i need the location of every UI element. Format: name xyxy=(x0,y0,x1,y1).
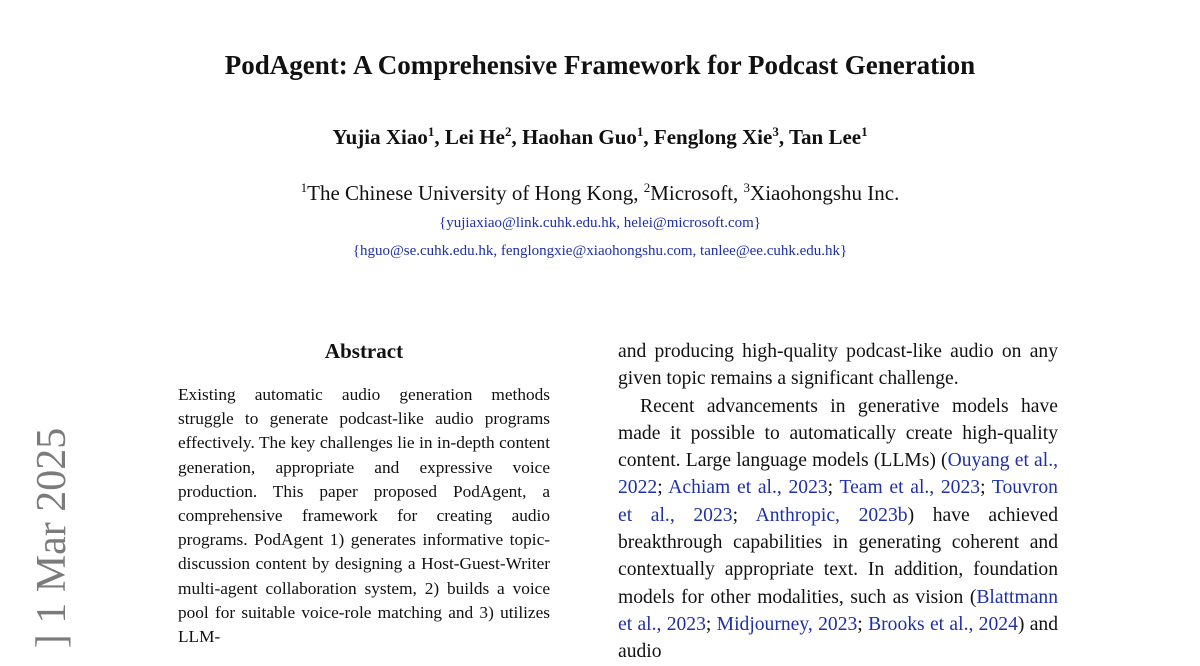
intro-paragraph-2 xyxy=(618,393,1058,666)
email-link-group-1[interactable]: {yujiaxiao@link.cuhk.edu.hk, helei@microsoft.com} xyxy=(439,215,761,231)
citation-link[interactable]: Midjourney, 2023 xyxy=(716,613,858,635)
affiliation-separator: , xyxy=(733,181,744,205)
author-affiliation-mark: 1 xyxy=(861,124,868,139)
citation-link[interactable]: Anthropic, 2023b xyxy=(755,504,908,526)
affiliation-name: The Chinese University of Hong Kong xyxy=(307,181,634,205)
citation-link[interactable]: Touvron et al., 2023 xyxy=(618,477,1058,526)
affiliation-list xyxy=(0,179,1200,207)
citation-link[interactable]: Blattmann et al., 2023 xyxy=(618,586,1058,635)
para2-start: Recent advancements in generative models have made it possible to automatically create high-quality content. Large language models (LLMs) ( xyxy=(618,395,1058,472)
para2-end: ) and audio xyxy=(618,613,1059,663)
intro-column xyxy=(618,338,1058,666)
author-affiliation-mark: 2 xyxy=(504,124,512,139)
author-list xyxy=(0,123,1200,151)
abstract-heading: Abstract xyxy=(324,339,404,363)
citation-separator: ; xyxy=(732,504,756,526)
citation-link[interactable]: Team et al., 2023 xyxy=(839,477,981,499)
citation-separator: ; xyxy=(705,613,717,635)
author-affiliation-mark: 1 xyxy=(636,124,644,139)
intro-paragraph-1: and producing high-quality podcast-like audio on any given topic remains a significant challenge. xyxy=(618,341,1058,390)
citation-link[interactable]: Ouyang et al., 2022 xyxy=(618,450,1058,499)
citation-separator: ; xyxy=(657,477,669,499)
citation-separator: ; xyxy=(980,477,992,499)
affiliation-number: 3 xyxy=(743,180,751,195)
author-separator: , xyxy=(778,125,789,149)
author-separator: , xyxy=(511,125,522,149)
citation-separator: ; xyxy=(857,613,869,635)
para2-middle: ) have achieved breakthrough capabilities in generating coherent and contextually appropriate text. In addition, foundation models for other modalities, such as vision ( xyxy=(618,504,1058,608)
email-line-1 xyxy=(0,213,1200,233)
affiliation-number: 2 xyxy=(643,180,651,195)
author-name: Tan Lee xyxy=(788,125,862,149)
affiliation-separator: , xyxy=(633,181,644,205)
author-name: Haohan Guo xyxy=(521,125,637,149)
arxiv-stamp: ] 1 Mar 2025 xyxy=(29,427,75,649)
affiliation-name: Microsoft xyxy=(650,181,734,205)
author-separator: , xyxy=(434,125,445,149)
author-name: Yujia Xiao xyxy=(332,125,428,149)
author-affiliation-mark: 1 xyxy=(427,124,435,139)
abstract-body: Existing automatic audio generation methods struggle to generate podcast-like audio programs effectively. The key challenges lie in in-depth content generation, appropriate and expressive voice production. This paper proposed PodAgent, a comprehensive framework for creating audio programs. PodAgent 1) generates informative topic-discussion content by designing a Host-Guest-Writer multi-agent collaboration system, 2) builds a voice pool for suitable voice-role matching and 3) utilizes LLM- xyxy=(178,385,550,647)
author-name: Fenglong Xie xyxy=(653,125,773,149)
author-affiliation-mark: 3 xyxy=(772,124,779,139)
paper-title: PodAgent: A Comprehensive Framework for Podcast Generation xyxy=(224,50,976,80)
author-separator: , xyxy=(643,125,654,149)
email-link-group-2[interactable]: {hguo@se.cuhk.edu.hk, fenglongxie@xiaohongshu.com, tanlee@ee.cuhk.edu.hk} xyxy=(352,243,848,259)
citation-link[interactable]: Brooks et al., 2024 xyxy=(868,613,1018,635)
citation-separator: ; xyxy=(827,477,840,499)
affiliation-number: 1 xyxy=(300,180,308,195)
email-line-2 xyxy=(0,241,1200,261)
affiliation-name: Xiaohongshu Inc. xyxy=(750,181,900,205)
citation-link[interactable]: Achiam et al., 2023 xyxy=(668,477,828,499)
author-name: Lei He xyxy=(444,125,505,149)
